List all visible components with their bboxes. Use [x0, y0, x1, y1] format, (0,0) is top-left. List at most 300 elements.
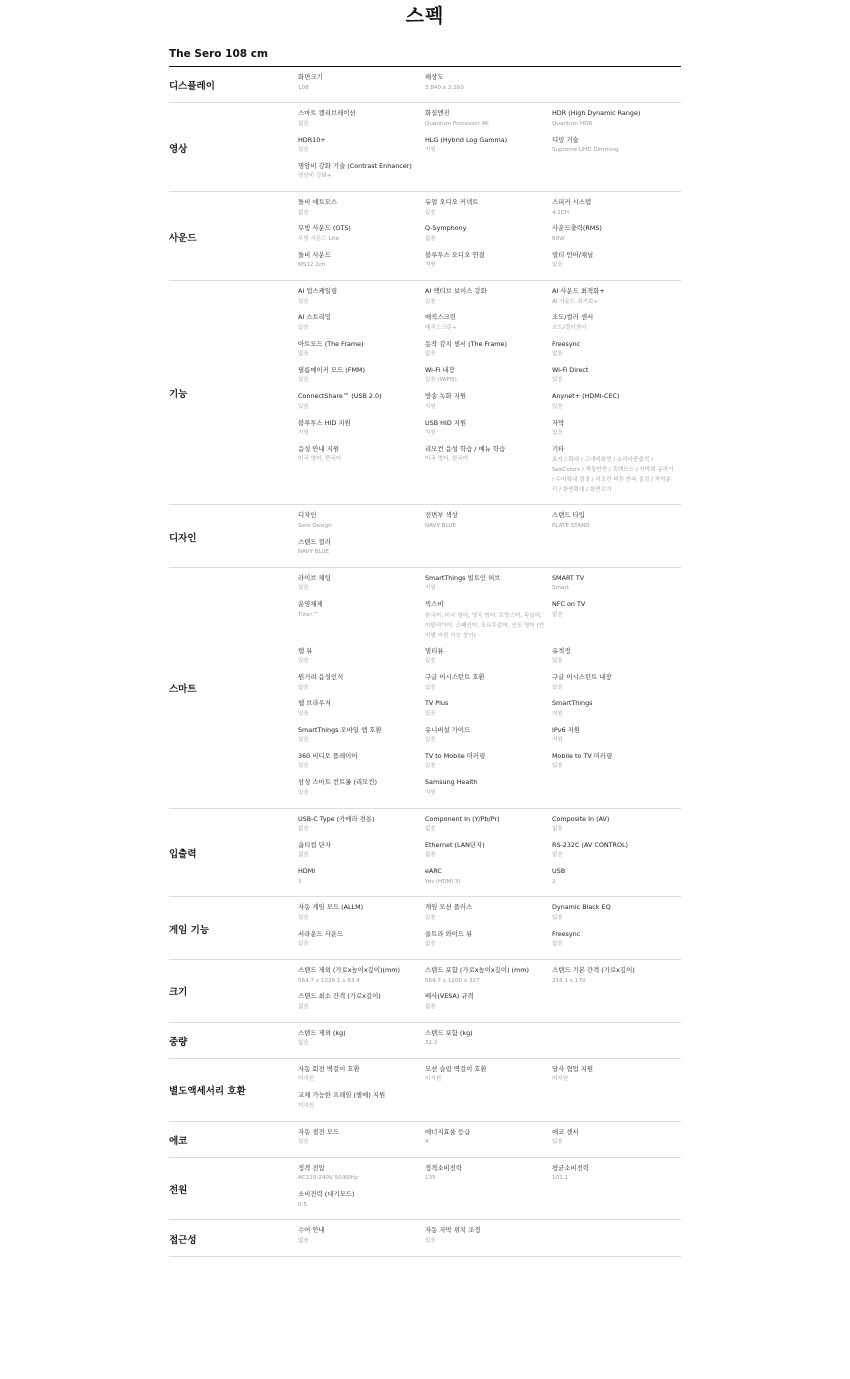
- spec-section: [169, 897, 681, 960]
- spec-item-value: 있음: [298, 298, 309, 305]
- spec-item: [552, 510, 681, 536]
- spec-item-label: 자막: [552, 418, 565, 427]
- spec-item: [552, 1163, 681, 1189]
- spec-item-label: 구글 어시스턴트 내장: [552, 673, 612, 682]
- spec-item: [425, 777, 552, 803]
- spec-item-value: 있음: [425, 737, 436, 744]
- spec-item: [298, 161, 425, 187]
- spec-item-value: 지원: [425, 585, 436, 592]
- section-label: 영상: [169, 143, 188, 155]
- spec-item-label: 정격 전압: [298, 1163, 325, 1172]
- spec-item-label: HDR (High Dynamic Range): [552, 109, 641, 118]
- spec-item-value: AI 사운드 최적화+: [552, 298, 599, 305]
- spec-item-value: 없음: [552, 351, 563, 358]
- spec-item-label: 유적정: [552, 646, 571, 655]
- spec-item-label: 명암비 강화 기술 (Contrast Enhancer): [298, 161, 412, 170]
- spec-item-label: 스탠드 제외 (가로x높이x깊이)(mm): [298, 966, 400, 975]
- spec-item-label: 탭 뷰: [298, 646, 313, 655]
- spec-item-label: HDMI: [298, 867, 316, 876]
- spec-item-label: 블루투스 HID 지원: [298, 418, 351, 427]
- spec-item: [298, 108, 425, 134]
- spec-item-value: 있음: [298, 585, 309, 592]
- spec-section: [169, 67, 681, 103]
- spec-item-label: Samsung Health: [425, 778, 478, 787]
- spec-item: [425, 444, 552, 501]
- spec-item-value: 있음: [552, 1139, 563, 1145]
- spec-item-value: 있음: [298, 914, 309, 921]
- spec-item-label: 화질엔진: [425, 109, 450, 118]
- spec-item-value: 있음: [298, 403, 309, 410]
- spec-item-value: 없음: [298, 1040, 309, 1047]
- spec-section: [169, 1023, 681, 1059]
- spec-item: [425, 418, 552, 444]
- spec-item-value: 있음: [298, 789, 309, 796]
- spec-item: [298, 1189, 425, 1215]
- spec-item-value: 있음: [425, 1237, 436, 1244]
- spec-item-value: Quantum Processor 4K: [425, 120, 489, 127]
- spec-item: [298, 339, 425, 365]
- spec-item-label: 매직스크린: [425, 313, 456, 322]
- spec-section: [169, 809, 681, 898]
- spec-item: [552, 751, 681, 777]
- spec-item-label: 스탠드 기본 간격 (가로x깊이): [552, 966, 635, 975]
- spec-item-label: 디밍 기술: [552, 135, 579, 144]
- spec-item-grid: [298, 286, 681, 500]
- spec-item-value: 564.7 x 1228.1 x 83.4: [298, 977, 360, 984]
- spec-item-value: 있음: [552, 403, 563, 410]
- spec-item-label: AI 사운드 최적화+: [552, 287, 605, 296]
- spec-item-label: Anynet+ (HDMI-CEC): [552, 392, 620, 401]
- spec-item: [298, 537, 425, 563]
- spec-item: [552, 223, 681, 249]
- spec-item-value: 없음: [298, 120, 309, 127]
- spec-item-label: 서라운드 사운드: [298, 929, 344, 938]
- spec-item-label: 스탠드 타입: [552, 511, 585, 520]
- spec-item: [298, 646, 425, 672]
- section-label: 디스플레이: [169, 81, 215, 93]
- spec-item-value: 없음: [552, 262, 563, 269]
- spec-item: [552, 197, 681, 223]
- spec-item-label: RS-232C (AV CONTROL): [552, 840, 629, 849]
- spec-item-label: 자동 자막 위치 조정: [425, 1226, 481, 1235]
- spec-item: [425, 510, 552, 536]
- spec-section: [169, 1220, 681, 1256]
- spec-item: [552, 840, 681, 866]
- spec-item-value: 135: [425, 1175, 436, 1182]
- spec-item-value: 3,840 x 2,160: [425, 84, 464, 91]
- spec-item-value: 미지원: [298, 1102, 315, 1109]
- spec-item-value: 있음: [552, 430, 563, 437]
- spec-item-label: Component In (Y/Pb/Pr): [425, 814, 500, 823]
- spec-item-value: 108: [298, 84, 309, 91]
- spec-item-value: 있음: [298, 147, 309, 154]
- spec-item-label: 구글 어시스턴트 호환: [425, 673, 485, 682]
- spec-item: [298, 1090, 425, 1116]
- spec-item-value: 지원: [425, 262, 436, 269]
- spec-item-value: 4.1CH: [552, 209, 570, 216]
- spec-item-grid: [298, 1064, 681, 1117]
- spec-section: [169, 505, 681, 568]
- section-label: 스마트: [169, 684, 197, 696]
- spec-item-label: HDR10+: [298, 135, 326, 144]
- spec-item-label: 에너지효율 등급: [425, 1127, 471, 1136]
- spec-item-label: 수어 안내: [298, 1226, 325, 1235]
- spec-item: [298, 599, 425, 646]
- spec-item-value: 있음: [425, 710, 436, 717]
- spec-item-label: 운영체제: [298, 600, 323, 609]
- spec-item-label: 스탠드 포함 (kg): [425, 1028, 473, 1037]
- spec-item-value: 미지원: [298, 1076, 315, 1083]
- spec-item: [425, 72, 552, 98]
- spec-item: [425, 1163, 552, 1189]
- spec-item: [425, 840, 552, 866]
- spec-item: [298, 751, 425, 777]
- spec-item-label: 멀티 언어/채널: [552, 250, 594, 259]
- spec-item-value: Tizen™: [298, 611, 319, 618]
- spec-item: [425, 286, 552, 312]
- spec-item-value: PLATE STAND: [552, 522, 590, 529]
- spec-item-value: 없음: [425, 235, 436, 242]
- spec-item-value: 101.1: [552, 1175, 569, 1182]
- section-label: 에코: [169, 1135, 188, 1147]
- spec-item-label: 스피커 시스템: [552, 198, 592, 207]
- spec-item-grid: [298, 1127, 681, 1153]
- spec-item-value: 있음: [425, 684, 436, 691]
- spec-item-label: 자동 게임 모드 (ALLM): [298, 903, 364, 912]
- spec-item: [552, 814, 681, 840]
- spec-item-value: 없음: [298, 852, 309, 859]
- spec-item: [425, 866, 552, 892]
- spec-item: [552, 108, 681, 134]
- spec-item: [425, 965, 552, 991]
- spec-item-value: 있음: [298, 941, 309, 948]
- spec-item-label: Freesync: [552, 929, 581, 938]
- spec-item-label: TV Plus: [425, 699, 449, 708]
- spec-item-label: 스탠드 제외 (kg): [298, 1028, 346, 1037]
- spec-item-value: 있음: [425, 209, 436, 216]
- spec-item: [425, 391, 552, 417]
- spec-item: [298, 672, 425, 698]
- spec-item-label: 기타: [552, 444, 565, 453]
- spec-item-label: 음성 안내 지원: [298, 444, 340, 453]
- spec-item: [552, 1127, 681, 1153]
- spec-item-label: 멀티뷰: [425, 646, 444, 655]
- spec-item-value: 있음: [552, 763, 563, 770]
- spec-item-label: ConnectShare™ (USB 2.0): [298, 392, 382, 401]
- spec-item-label: 에코 센서: [552, 1127, 579, 1136]
- spec-item: [552, 135, 681, 161]
- spec-item: [298, 250, 425, 276]
- spec-item-value: 무빙 사운드 Lite: [298, 235, 339, 242]
- spec-item-label: 평균소비전력: [552, 1163, 590, 1172]
- spec-item-label: 무빙 사운드 (OTS): [298, 224, 351, 233]
- spec-item: [552, 599, 681, 646]
- spec-item-label: 블루투스 오디오 연결: [425, 250, 485, 259]
- section-label: 기능: [169, 389, 188, 401]
- spec-item-value: 없음: [552, 941, 563, 948]
- spec-item-label: 모션 슬림 벽걸이 호환: [425, 1064, 487, 1073]
- spec-item: [298, 929, 425, 955]
- spec-item-value: 없음: [298, 826, 309, 833]
- spec-item-label: Dynamic Black EQ: [552, 903, 611, 912]
- spec-item-label: SmartThings: [552, 699, 593, 708]
- spec-item: [425, 751, 552, 777]
- spec-item: [425, 991, 552, 1017]
- spec-item-label: NFC on TV: [552, 600, 586, 609]
- spec-item: [552, 573, 681, 599]
- spec-item-label: 화면크기: [298, 73, 323, 81]
- spec-item-label: 스탠드 포함 (가로x높이x깊이) (mm): [425, 966, 529, 975]
- spec-item-value: 있음: [425, 658, 436, 665]
- spec-item-value: 조도/컬러센서: [552, 324, 587, 331]
- spec-item-label: Wi-Fi Direct: [552, 365, 589, 374]
- spec-item: [425, 223, 552, 249]
- spec-item-label: Freesync: [552, 339, 581, 348]
- spec-section: [169, 281, 681, 505]
- spec-item-label: 듀얼 오디오 커넥트: [425, 198, 479, 207]
- spec-item: [552, 646, 681, 672]
- spec-item-label: 스마트 캘리브레이션: [298, 109, 356, 118]
- spec-section: [169, 1059, 681, 1122]
- spec-item: [298, 391, 425, 417]
- spec-section: [169, 568, 681, 809]
- spec-item-label: 옵티컬 단자: [298, 840, 331, 849]
- spec-item-grid: [298, 1163, 681, 1216]
- spec-item-value: 있음: [298, 763, 309, 770]
- spec-item-value: 표지스확대 / 고대비화면 / 소리다중출력 / SeeColors / 색상반전 / 흑백모드 / 자막위 동하기 / 수어확대 결정 / 리모컨 버튼 반복 설정 / 자막분리 / 화면확대 / 화면끄기: [552, 457, 674, 494]
- spec-item-value: 있음: [425, 914, 436, 921]
- spec-item-value: Quantum HDR: [552, 120, 593, 127]
- spec-item-label: 아트모드 (The Frame): [298, 339, 364, 348]
- spec-item: [298, 444, 425, 501]
- spec-item-label: SmartThings 모바일 앱 호환: [298, 725, 382, 734]
- spec-item-value: 4: [425, 1139, 429, 1145]
- spec-item: [552, 391, 681, 417]
- spec-item: [552, 1064, 681, 1090]
- spec-item: [298, 72, 425, 98]
- spec-section: [169, 192, 681, 281]
- spec-item: [425, 929, 552, 955]
- spec-item: [298, 965, 425, 991]
- spec-item-label: 원거리 음성인식: [298, 673, 344, 682]
- section-label: 입출력: [169, 848, 197, 860]
- section-label: 전원: [169, 1185, 188, 1197]
- spec-item: [552, 698, 681, 724]
- section-label: 별도액세서리 호환: [169, 1086, 246, 1098]
- section-label: 접근성: [169, 1234, 197, 1246]
- spec-item: [425, 814, 552, 840]
- spec-item-value: 564.7 x 1200 x 327: [425, 977, 480, 984]
- spec-item: [425, 365, 552, 391]
- spec-item-value: NAVY BLUE: [425, 522, 456, 529]
- spec-item-value: 있음: [552, 684, 563, 691]
- spec-item-label: eARC: [425, 867, 442, 876]
- spec-item-value: 있음: [298, 737, 309, 744]
- spec-item-value: 명암비 강화+: [298, 173, 332, 180]
- spec-item-value: 미국 영어, 한국어: [425, 456, 469, 463]
- spec-item: [298, 840, 425, 866]
- spec-item: [298, 902, 425, 928]
- spec-item-value: 있음: [552, 914, 563, 921]
- spec-item: [298, 991, 425, 1017]
- spec-item-value: Supreme UHD Dimming: [552, 147, 619, 154]
- spec-item: [552, 929, 681, 955]
- spec-item-value: 있음: [298, 1139, 309, 1145]
- spec-item-value: 있음 (WiFi5): [425, 377, 457, 384]
- spec-item-label: 360 비디오 플레이어: [298, 751, 358, 760]
- section-label: 크기: [169, 987, 188, 999]
- spec-item: [425, 1127, 552, 1153]
- spec-item-label: USB-C Type (카메라 전용): [298, 814, 375, 823]
- spec-item-value: 미지원: [552, 1076, 569, 1083]
- spec-item: [298, 866, 425, 892]
- spec-item-label: Ethernet (LAN단자): [425, 840, 485, 849]
- spec-item: [425, 1064, 552, 1090]
- spec-item-value: 지원: [425, 789, 436, 796]
- spec-item-label: 웹 브라우저: [298, 699, 331, 708]
- spec-item-value: 미지원: [425, 1076, 442, 1083]
- spec-item-label: Q-Symphony: [425, 224, 467, 233]
- spec-item-label: 스탠드 최소 간격 (가로x깊이): [298, 992, 381, 1001]
- spec-item-label: 디자인: [298, 511, 317, 520]
- spec-item-value: Yes (HDMI 3): [425, 878, 461, 885]
- spec-item: [298, 286, 425, 312]
- spec-item-value: 있음: [298, 658, 309, 665]
- spec-item-value: 없음: [298, 1003, 309, 1010]
- spec-item-label: 동작 감지 센서 (The Frame): [425, 339, 507, 348]
- spec-item: [425, 1225, 552, 1251]
- section-label: 디자인: [169, 532, 197, 544]
- spec-item-value: 미국 영어, 한국어: [298, 456, 342, 463]
- spec-item: [425, 599, 552, 646]
- spec-item-label: 자동 절전 모드: [298, 1127, 340, 1136]
- spec-item-value: 32.2: [425, 1040, 438, 1047]
- spec-item: [425, 108, 552, 134]
- spec-item-value: 없음: [425, 941, 436, 948]
- spec-item-label: TV to Mobile 미러링: [425, 751, 486, 760]
- spec-item: [552, 866, 681, 892]
- spec-item: [552, 965, 681, 991]
- spec-item: [552, 444, 681, 501]
- spec-item-value: 없음: [425, 852, 436, 859]
- page-title: 스펙: [405, 5, 445, 27]
- spec-table: [169, 40, 681, 1257]
- spec-item: [298, 418, 425, 444]
- spec-item-value: 지원: [298, 430, 309, 437]
- spec-item: [298, 197, 425, 223]
- spec-item-label: 자동 회전 벽걸이 호환: [298, 1064, 360, 1073]
- spec-section: [169, 1122, 681, 1158]
- spec-item: [425, 339, 552, 365]
- spec-item: [552, 286, 681, 312]
- spec-item-value: 3: [298, 878, 302, 885]
- spec-item: [552, 365, 681, 391]
- spec-item-value: 없음: [425, 351, 436, 358]
- spec-item-value: 없음: [552, 826, 563, 833]
- spec-item-label: 리모컨 음성 학습 / 메뉴 학습: [425, 444, 506, 453]
- spec-section: [169, 103, 681, 192]
- spec-item-label: Mobile to TV 미러링: [552, 751, 613, 760]
- spec-item: [298, 573, 425, 599]
- spec-item-value: 지원: [425, 430, 436, 437]
- spec-item-label: 유니버설 가이드: [425, 725, 471, 734]
- spec-item-label: 조도/컬러 센서: [552, 313, 594, 322]
- spec-item-label: IPv6 지원: [552, 725, 580, 734]
- spec-item-label: USB HID 지원: [425, 418, 467, 427]
- spec-item-label: USB: [552, 867, 566, 876]
- spec-item: [298, 312, 425, 338]
- spec-item-value: 지원: [552, 710, 563, 717]
- spec-item: [298, 1064, 425, 1090]
- spec-item-value: AC220-240V 50/60Hz: [298, 1175, 358, 1182]
- spec-item: [298, 510, 425, 536]
- spec-item: [552, 725, 681, 751]
- spec-item-value: 있음: [552, 658, 563, 665]
- spec-item-label: 돌비 사운드: [298, 250, 331, 259]
- spec-item: [298, 777, 425, 803]
- spec-item: [425, 135, 552, 161]
- spec-item-value: 2: [552, 878, 556, 885]
- spec-item-grid: [298, 108, 681, 187]
- spec-item: [298, 698, 425, 724]
- spec-item-value: 지원: [425, 147, 436, 154]
- spec-item-value: NAVY BLUE: [298, 549, 329, 556]
- spec-item-value: 있음: [425, 763, 436, 770]
- spec-item-value: 없음: [552, 611, 563, 618]
- spec-item: [298, 135, 425, 161]
- spec-item-value: 없음: [298, 684, 309, 691]
- spec-item-value: Smart: [552, 585, 569, 592]
- section-label: 게임 기능: [169, 924, 210, 936]
- spec-item-value: 없음: [552, 852, 563, 859]
- spec-item: [425, 646, 552, 672]
- spec-item-label: 게임 모션 플러스: [425, 903, 473, 912]
- spec-item-label: 베사(VESA) 규격: [425, 992, 474, 1001]
- spec-item-value: Sero Design: [298, 522, 332, 529]
- spec-item-grid: [298, 510, 681, 563]
- spec-item: [298, 1225, 425, 1251]
- spec-item-label: 빅스비: [425, 600, 444, 609]
- model-name: The Sero 108 cm: [169, 40, 681, 67]
- spec-item-value: 218.1 x 170: [552, 977, 586, 984]
- spec-item-label: 울트라 와이드 뷰: [425, 929, 473, 938]
- spec-item-label: 당사 협업 지원: [552, 1064, 594, 1073]
- spec-item-value: 없음: [425, 1003, 436, 1010]
- spec-item-label: 필름메이커 모드 (FMM): [298, 365, 365, 374]
- spec-sections: [169, 67, 681, 1257]
- spec-item-label: 사운드출력(RMS): [552, 224, 602, 233]
- spec-item: [298, 1028, 425, 1054]
- spec-section: [169, 960, 681, 1023]
- spec-item-value: 있음: [425, 298, 436, 305]
- spec-item-value: 있음: [298, 377, 309, 384]
- spec-item-value: 없음: [298, 351, 309, 358]
- spec-item-value: 지원: [425, 403, 436, 410]
- spec-item-label: 스탠드 컬러: [298, 537, 331, 546]
- spec-item-value: 한국어, 미국 영어, 영국 영어, 프랑스어, 독일어, 이탈리아어, 스페인어, 포르투갈어, 인도 영어 (언어별 지원 기능 상이): [425, 612, 545, 639]
- spec-section: [169, 1158, 681, 1221]
- spec-item-grid: [298, 72, 681, 98]
- spec-item: [552, 672, 681, 698]
- spec-item-value: 없음: [425, 826, 436, 833]
- spec-item: [425, 250, 552, 276]
- spec-item: [298, 1163, 425, 1189]
- spec-item: [298, 223, 425, 249]
- spec-item: [552, 250, 681, 276]
- spec-item-value: 없음: [298, 1237, 309, 1244]
- spec-item: [298, 725, 425, 751]
- spec-item: [425, 573, 552, 599]
